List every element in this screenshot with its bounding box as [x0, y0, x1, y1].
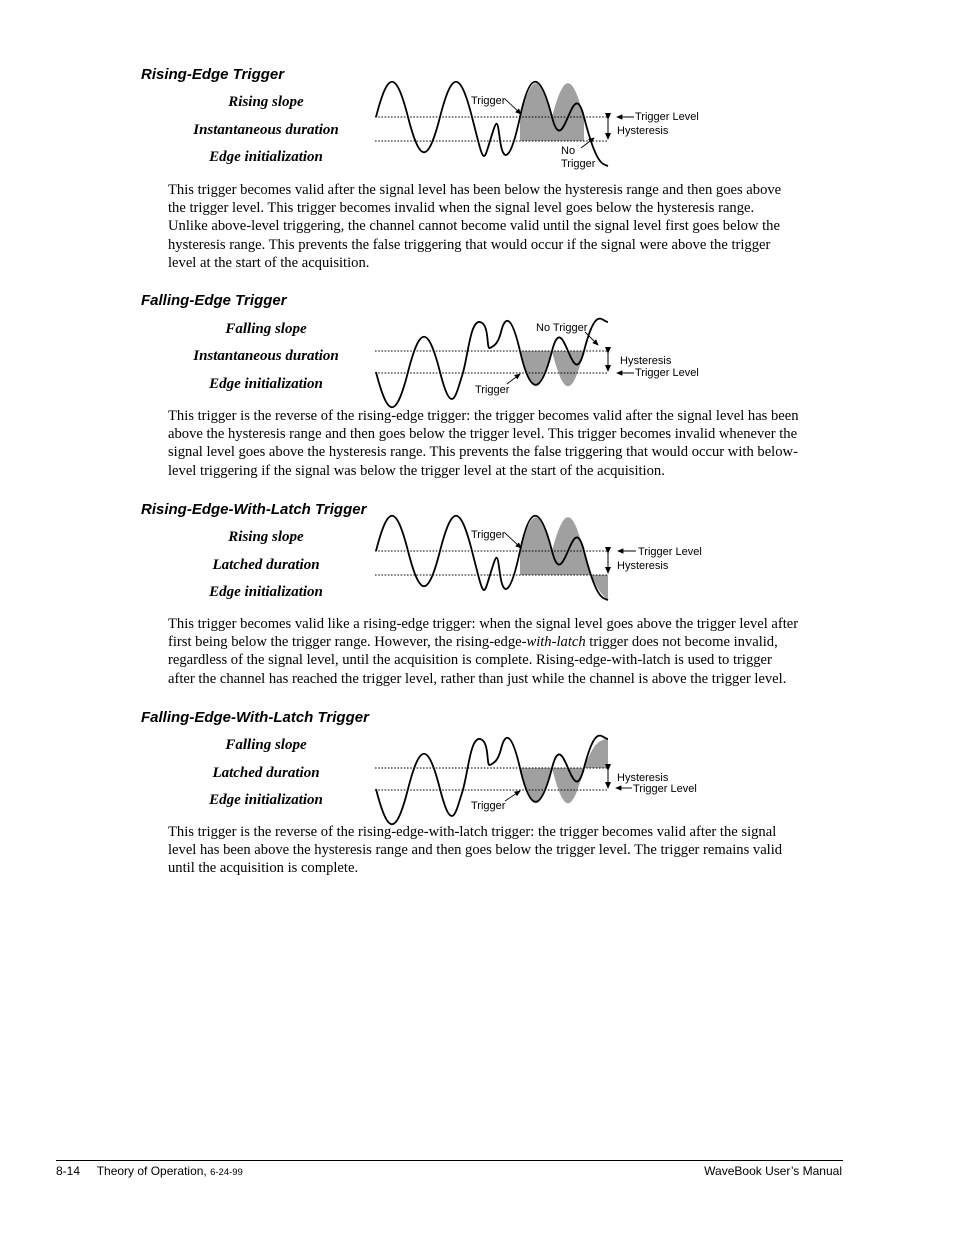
section-title-rising-edge-latch: Rising-Edge-With-Latch Trigger — [141, 501, 367, 518]
trigger-level-label: Trigger Level — [635, 367, 699, 379]
trigger-label: Trigger — [471, 95, 506, 107]
property-slope: Rising slope — [228, 94, 304, 110]
paragraph-line: This trigger is the reverse of the rising-edge trigger: the trigger becomes valid after the signal level has been — [168, 408, 799, 424]
footer-left — [56, 1164, 243, 1178]
falling-edge-description — [168, 407, 844, 480]
trigger-level-label: Trigger Level — [638, 546, 702, 558]
trigger-pointer — [505, 533, 521, 548]
property-slope: Falling slope — [225, 737, 307, 753]
trigger-pointer — [505, 99, 521, 114]
manual-title: WaveBook User’s Manual — [704, 1164, 842, 1178]
paragraph-line: until the acquisition is complete. — [168, 860, 359, 877]
paragraph-line — [168, 633, 844, 651]
trigger-pointer — [505, 791, 520, 801]
trigger-level-label: Trigger Level — [633, 783, 697, 795]
property-slope: Rising slope — [228, 529, 304, 545]
section-title-falling-edge-latch: Falling-Edge-With-Latch Trigger — [141, 709, 369, 726]
text-run: first being below the trigger range. However, the rising-edge- — [168, 634, 527, 651]
hysteresis-label: Hysteresis — [617, 772, 669, 784]
chapter-title: Theory of Operation, — [96, 1164, 211, 1178]
property-duration: Latched duration — [212, 765, 320, 781]
footer-rule — [56, 1160, 843, 1161]
section-title-falling-edge: Falling-Edge Trigger — [141, 292, 287, 309]
hysteresis-label: Hysteresis — [617, 125, 669, 137]
active-trigger-fill — [520, 83, 584, 141]
paragraph-line: after the channel has reached the trigger level, rather than just while the channel is above the trigger level. — [168, 670, 787, 687]
paragraph-line: signal level goes above the hysteresis range. This prevents the false triggering that would occur with below- — [168, 444, 798, 461]
rising-edge-latch-description — [168, 615, 844, 688]
section-title-rising-edge: Rising-Edge Trigger — [141, 66, 285, 83]
paragraph-line: the trigger level. This trigger becomes invalid when the signal level goes below the hysteresis range. — [168, 200, 755, 217]
paragraph-line: This trigger becomes valid after the signal level has been below the hysteresis range and then goes above — [168, 182, 782, 198]
no-trigger-label-line1: No — [561, 145, 576, 157]
trigger-label: Trigger — [475, 384, 510, 396]
property-initialization: Edge initialization — [209, 792, 323, 808]
paragraph-line: above the hysteresis range and then goes below the trigger level. This trigger becomes invalid whenever the — [168, 426, 798, 443]
revision-date: 6-24-99 — [210, 1167, 243, 1178]
hysteresis-label: Hysteresis — [617, 560, 669, 572]
trigger-label: Trigger — [471, 529, 506, 541]
emphasis-text: with-latch — [526, 634, 586, 651]
latched-trigger-fill — [520, 739, 608, 803]
paragraph-line: This trigger is the reverse of the rising-edge-with-latch trigger: the trigger becomes valid after the signal — [168, 824, 777, 840]
paragraph-line: level has been above the hysteresis range and then goes below the trigger level. The trigger remains valid — [168, 842, 783, 859]
falling-edge-diagram — [370, 314, 720, 399]
no-trigger-label: No Trigger — [536, 322, 588, 334]
paragraph-line: level triggering if the signal was below the trigger level at the start of the acquisition. — [168, 462, 665, 479]
property-initialization: Edge initialization — [209, 584, 323, 600]
falling-edge-latch-diagram — [370, 731, 720, 816]
paragraph-line: hysteresis range. This prevents the false triggering that would occur if the signal were above the trigger — [168, 236, 771, 253]
hysteresis-label: Hysteresis — [620, 355, 672, 367]
trigger-pointer — [507, 374, 520, 384]
page-number: 8-14 — [56, 1164, 81, 1178]
falling-edge-latch-description — [168, 823, 844, 878]
property-initialization: Edge initialization — [209, 149, 323, 165]
paragraph-line: This trigger becomes valid like a rising-edge trigger: when the signal level goes above the trigger level after — [168, 616, 799, 632]
paragraph-line: Unlike above-level triggering, the channel cannot become valid until the signal level first goes below the — [168, 218, 780, 235]
property-duration: Instantaneous duration — [193, 122, 339, 138]
trigger-label: Trigger — [471, 800, 506, 812]
no-trigger-label-line2: Trigger — [561, 158, 596, 170]
paragraph-line: level at the start of the acquisition. — [168, 254, 370, 271]
rising-edge-latch-diagram — [370, 522, 720, 607]
paragraph-line: regardless of the signal level, until the acquisition is complete. Rising-edge-with-latch is used to trigger — [168, 652, 772, 669]
text-run: trigger does not become invalid, — [585, 634, 778, 651]
rising-edge-description — [168, 181, 844, 272]
trigger-level-label: Trigger Level — [635, 111, 699, 123]
property-duration: Instantaneous duration — [193, 348, 339, 364]
property-slope: Falling slope — [225, 321, 307, 337]
property-initialization: Edge initialization — [209, 376, 323, 392]
rising-edge-diagram — [370, 88, 720, 173]
property-duration: Latched duration — [212, 557, 320, 573]
